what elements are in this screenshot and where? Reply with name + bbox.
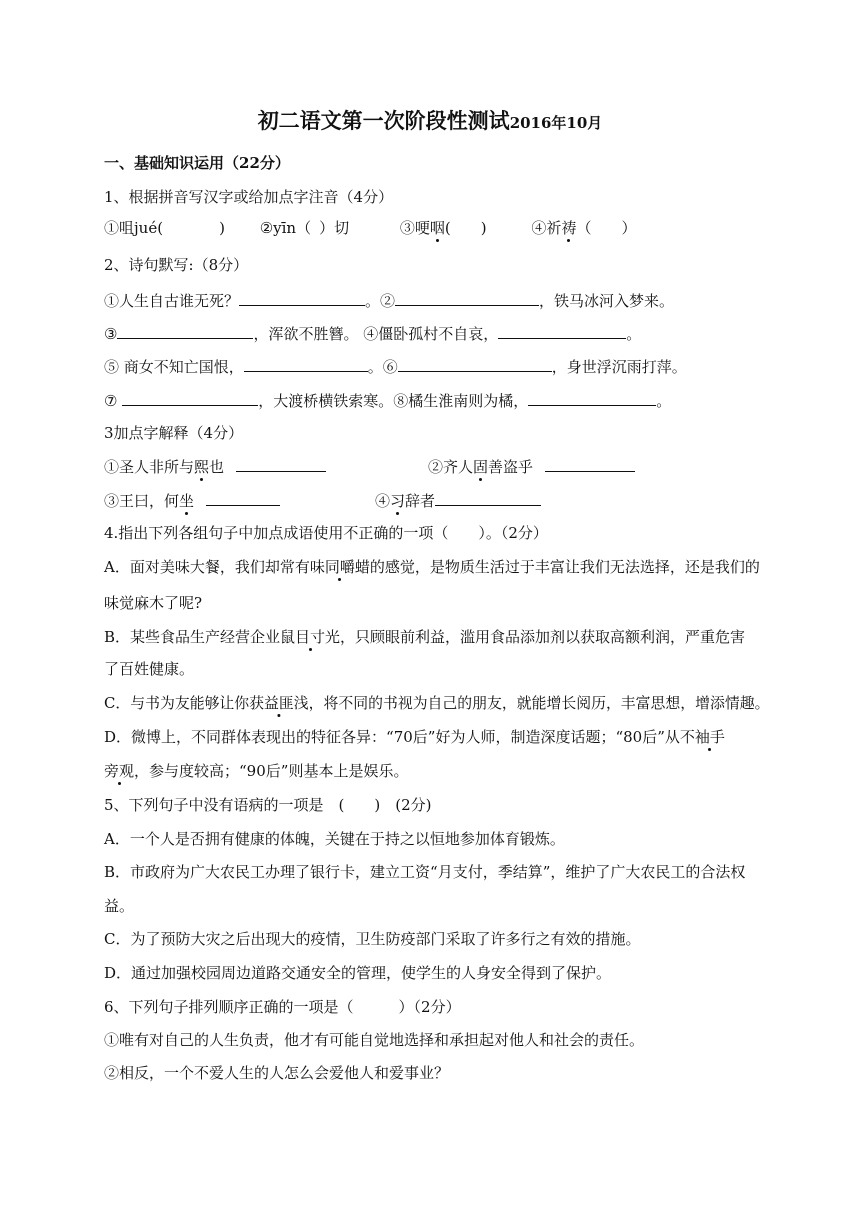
- q2-line-1: ①人生自古谁无死？ 。② ，铁马冰河入梦来。: [104, 289, 674, 311]
- q1-item-4: ④祈祷（ ）: [531, 219, 637, 237]
- q1-item-2: ②yīn（ ）切: [259, 219, 350, 237]
- q1-items: [104, 218, 636, 238]
- answer-blank[interactable]: [236, 455, 326, 472]
- q2-line-2: ③ ，浑欲不胜簪。 ④僵卧孤村不自哀， 。: [104, 322, 641, 344]
- q2-line-3: ⑤ 商女不知亡国恨， 。⑥ ，身世浮沉雨打萍。: [104, 355, 687, 377]
- page-title: [0, 108, 860, 136]
- answer-blank[interactable]: [395, 289, 539, 306]
- q3-item-4: ④习辞者: [375, 489, 541, 511]
- answer-blank[interactable]: [528, 389, 656, 406]
- dotted-idiom: 鼠目寸光: [280, 628, 341, 646]
- q3-item-2: ②齐人固善盗乎: [428, 455, 635, 477]
- answer-blank[interactable]: [117, 322, 253, 339]
- q3-item-3: ③王曰，何坐: [104, 489, 280, 511]
- q6-sentence-2: ②相反，一个不爱人生的人怎么会爱他人和爱事业？: [104, 1064, 450, 1082]
- q5-option-b-cont: 益。: [104, 897, 135, 915]
- answer-blank[interactable]: [435, 489, 541, 506]
- q3-item-1: ①圣人非所与熙也: [104, 455, 326, 477]
- q4-option-d-cont: 旁观，参与度较高；“90后”则基本上是娱乐。: [104, 762, 409, 780]
- q4-option-b-cont: 了百姓健康。: [104, 660, 195, 678]
- answer-blank[interactable]: [244, 355, 368, 372]
- answer-blank[interactable]: [122, 389, 258, 406]
- q4-stem: 4.指出下列各组句子中加点成语使用不正确的一项（ ）。（2分）: [104, 524, 548, 542]
- q5-option-a: A．一个人是否拥有健康的体魄，关键在于持之以恒地参加体育锻炼。: [104, 830, 565, 848]
- q2-line-4: ⑦ ，大渡桥横铁索寒。⑧橘生淮南则为橘， 。: [104, 389, 671, 411]
- q3-stem: 3加点字解释（4分）: [104, 424, 244, 442]
- q2-stem: 2、诗句默写:（8分）: [104, 256, 249, 274]
- answer-blank[interactable]: [239, 289, 365, 306]
- q1-item-3: ③哽咽( ): [399, 219, 487, 237]
- q1-item-1: ①咀jué( ): [104, 219, 225, 237]
- q4-option-a: A．面对美味大餐，我们却常有味同嚼蜡的感觉，是物质生活过于丰富让我们无法选择，还是我们的: [104, 558, 760, 576]
- q4-option-b: B．某些食品生产经营企业鼠目寸光，只顾眼前利益，滥用食品添加剂以获取高额利润，严重危害: [104, 628, 746, 646]
- answer-blank[interactable]: [206, 489, 280, 506]
- q1-stem: 1、根据拼音写汉字或给加点字注音（4分）: [104, 188, 394, 206]
- section-heading: 一、基础知识运用（22分）: [104, 154, 290, 172]
- answer-blank[interactable]: [498, 322, 626, 339]
- answer-blank[interactable]: [545, 455, 635, 472]
- q5-option-c: C．为了预防大灾之后出现大的疫情，卫生防疫部门采取了许多行之有效的措施。: [104, 930, 641, 948]
- q4-option-d: D．微博上，不同群体表现出的特征各异：“70后”好为人师，制造深度话题；“80后”从不袖手: [104, 728, 725, 746]
- title-date: 2016年10月: [509, 114, 603, 132]
- q5-option-d: D．通过加强校园周边道路交通安全的管理，使学生的人身安全得到了保护。: [104, 964, 612, 982]
- dotted-idiom: 旁观: [104, 762, 135, 780]
- q6-sentence-1: ①唯有对自己的人生负责，他才有可能自觉地选择和承担起对他人和社会的责任。: [104, 1031, 645, 1049]
- answer-blank[interactable]: [398, 355, 552, 372]
- q4-option-a-cont: 味觉麻木了呢?: [104, 594, 203, 612]
- title-main: 初二语文第一次阶段性测试: [257, 108, 510, 133]
- q5-stem: 5、下列句子中没有语病的一项是 ( ) (2分): [104, 796, 432, 814]
- q5-option-b: B．市政府为广大农民工办理了银行卡，建立工资“月支付，季结算”，维护了广大农民工的合法权: [104, 863, 746, 881]
- q4-option-c: C．与书为友能够让你获益匪浅，将不同的书视为自己的朋友，就能增长阅历，丰富思想，增添情趣。: [104, 694, 770, 712]
- q6-stem: 6、下列句子排列顺序正确的一项是（ ）（2分）: [104, 998, 461, 1016]
- dotted-idiom: 袖手: [694, 728, 725, 746]
- dotted-idiom: 味同嚼蜡: [309, 558, 370, 576]
- dotted-idiom: 获益匪浅: [249, 694, 309, 712]
